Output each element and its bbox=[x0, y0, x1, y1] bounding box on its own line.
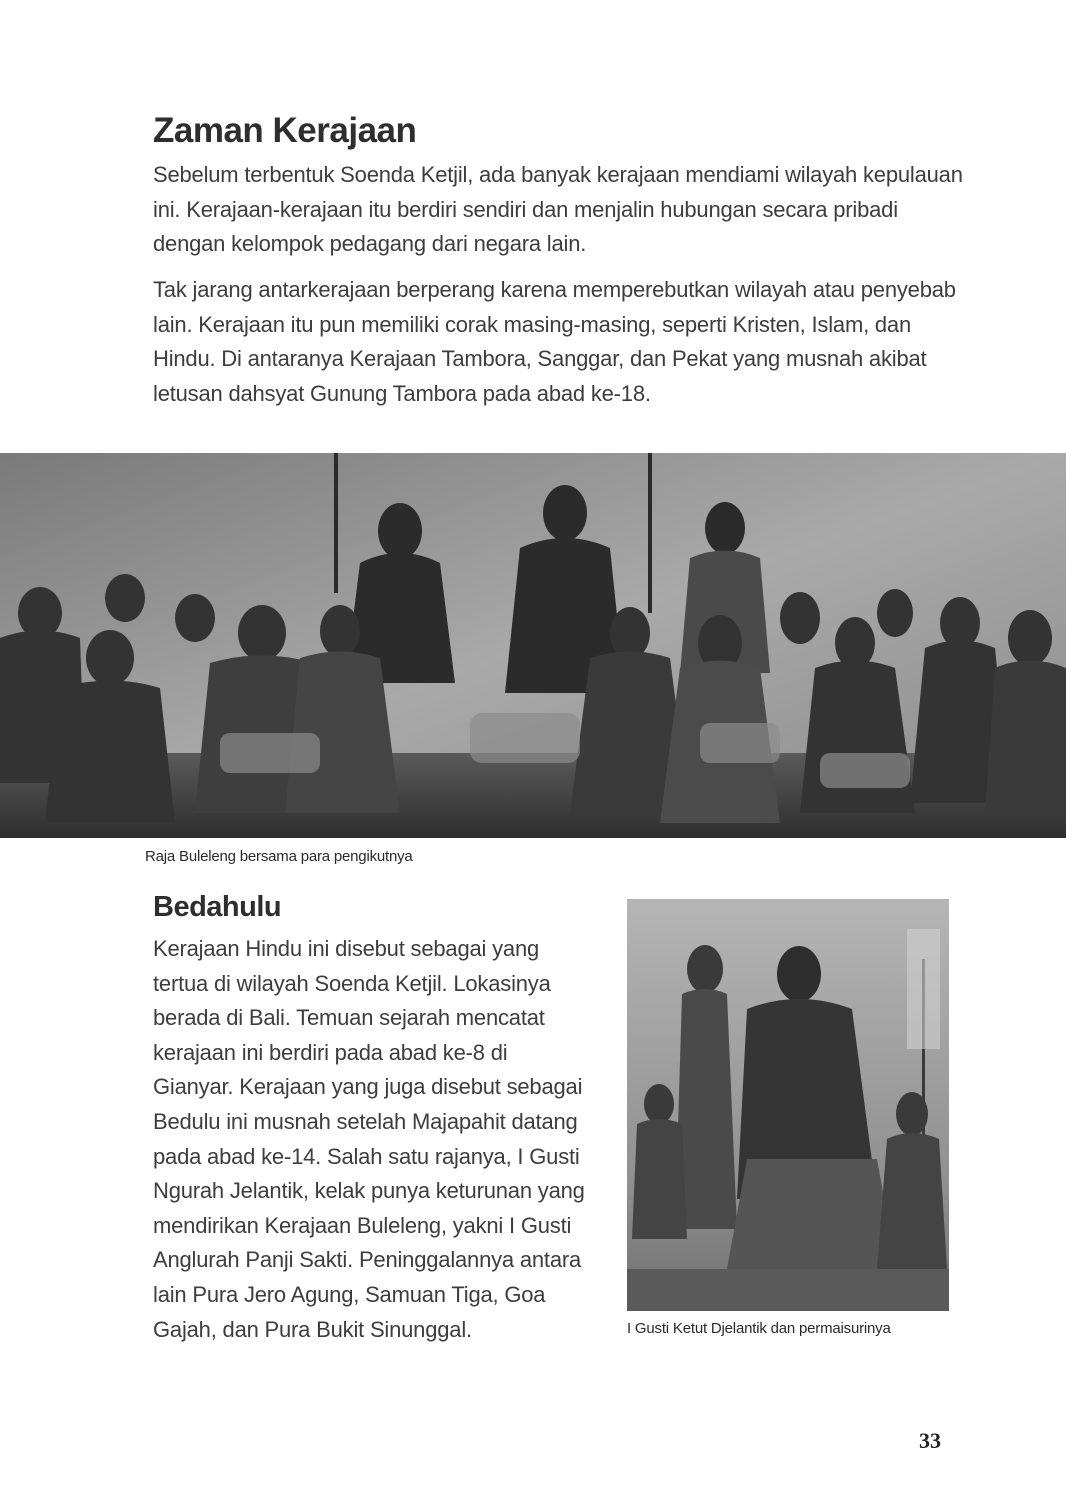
caption-raja-buleleng: Raja Buleleng bersama para pengikutnya bbox=[145, 848, 413, 865]
section-title-bedahulu: Bedahulu bbox=[153, 891, 282, 923]
photo-raja-buleleng bbox=[0, 453, 1066, 838]
section-title-zaman-kerajaan: Zaman Kerajaan bbox=[153, 111, 417, 150]
page-number: 33 bbox=[919, 1428, 941, 1453]
caption-gusti-ketut-djelantik: I Gusti Ketut Djelantik dan permaisurinya bbox=[627, 1320, 891, 1337]
paragraph-wars: Tak jarang antarkerajaan berperang karena memperebutkan wilayah atau penyebab lain. Kerajaan itu pun memiliki corak masing-masing, seperti Kristen, Islam, dan Hindu. Di antaranya Kerajaan Tambora, Sanggar, dan Pekat yang musnah akibat letusan dahsyat Gunung Tambora pada abad ke-18. bbox=[153, 277, 956, 406]
photo-gusti-ketut-djelantik bbox=[627, 899, 949, 1311]
paragraph-intro: Sebelum terbentuk Soenda Ketjil, ada banyak kerajaan mendiami wilayah kepulauan ini. Kerajaan-kerajaan itu berdiri sendiri dan menjalin hubungan secara pribadi dengan kelompok pedagang dari negara lain. bbox=[153, 162, 963, 256]
paragraph-bedahulu: Kerajaan Hindu ini disebut sebagai yang tertua di wilayah Soenda Ketjil. Lokasinya berada di Bali. Temuan sejarah mencatat kerajaan ini berdiri pada abad ke-8 di Gianyar. Kerajaan yang juga disebut sebagai Bedulu ini musnah setelah Majapahit datang pada abad ke-14. Salah satu rajanya, I Gusti Ngurah Jelantik, kelak punya keturunan yang mendirikan Kerajaan Buleleng, yakni I Gusti Anglurah Panji Sakti. Peninggalannya antara lain Pura Jero Agung, Samuan Tiga, Goa Gajah, dan Pura Bukit Sinunggal. bbox=[153, 936, 585, 1342]
